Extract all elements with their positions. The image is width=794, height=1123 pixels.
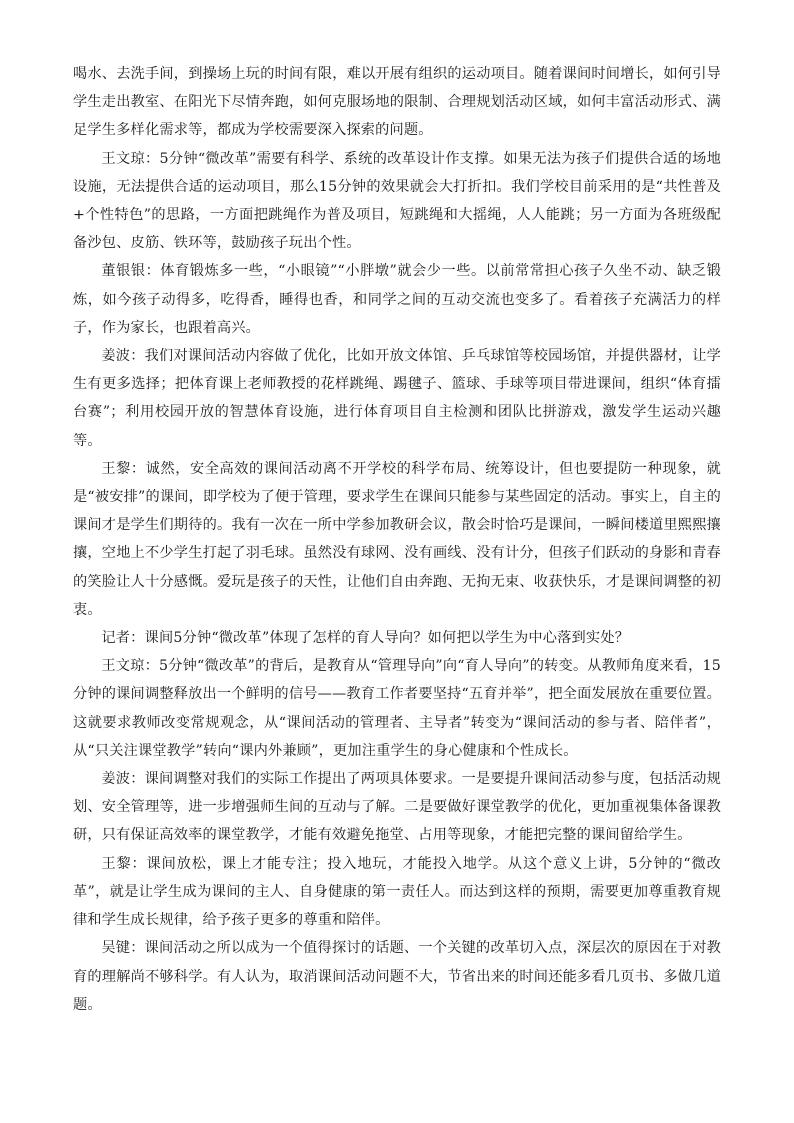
article-body — [73, 60, 721, 1019]
paragraph-dong-yinyin: 董银银：体育锻炼多一些，“小眼镜”“小胖墩”就会少一些。以前常常担心孩子久坐不动、缺乏锻炼，如今孩子动得多，吃得香，睡得也香，和同学之间的互动交流也变多了。看着孩子充满活力的样子，作为家长，也跟着高兴。 — [73, 263, 721, 336]
paragraph-wang-wenqiong-1: 王文琼：5分钟“微改革”需要有科学、系统的改革设计作支撑。如果无法为孩子们提供合适的场地设施，无法提供合适的运动项目，那么15分钟的效果就会大打折扣。我们学校目前采用的是“共性普及+个性特色”的思路，一方面把跳绳作为普及项目，短跳绳和大摇绳，人人能跳；另一方面为各班级配备沙包、皮筋、铁环等，鼓励孩子玩出个性。 — [73, 150, 721, 252]
paragraph-jiang-bo-1: 姜波：我们对课间活动内容做了优化，比如开放文体馆、乒乓球馆等校园场馆，并提供器材，让学生有更多选择；把体育课上老师教授的花样跳绳、踢毽子、篮球、手球等项目带进课间，组织“体育擂台赛”；利用校园开放的智慧体育设施，进行体育项目自主检测和团队比拼游戏，激发学生运动兴趣等。 — [73, 348, 721, 449]
paragraph-wu-jian: 吴键：课间活动之所以成为一个值得探讨的话题、一个关键的改革切入点，深层次的原因在于对教育的理解尚不够科学。有人认为，取消课间活动问题不大，节省出来的时间还能多看几页书、多做几道题。 — [73, 940, 721, 1013]
paragraph-wang-li-2: 王黎：课间放松，课上才能专注；投入地玩，才能投入地学。从这个意义上讲，5分钟的“微改革”，就是让学生成为课间的主人、自身健康的第一责任人。而达到这样的预期，需要更加尊重教育规律和学生成长规律，给予孩子更多的尊重和陪伴。 — [73, 855, 721, 929]
paragraph-wang-li-1: 王黎：诚然，安全高效的课间活动离不开学校的科学布局、统筹设计，但也要提防一种现象，就是“被安排”的课间，即学校为了便于管理，要求学生在课间只能参与某些固定的活动。事实上，自主的课间才是学生们期待的。我有一次在一所中学参加教研会议，散会时恰巧是课间，一瞬间楼道里熙熙攘攘，空地上不少学生打起了羽毛球。虽然没有球网、没有画线、没有计分，但孩子们跃动的身影和青春的笑脸让人十分感慨。爱玩是孩子的天性，让他们自由奔跑、无拘无束、收获快乐，才是课间调整的初衷。 — [73, 460, 721, 618]
paragraph-reporter-question: 记者：课间5分钟“微改革”体现了怎样的育人导向？如何把以学生为中心落到实处？ — [101, 630, 630, 647]
paragraph-jiang-bo-2: 姜波：课间调整对我们的实际工作提出了两项具体要求。一是要提升课间活动参与度，包括活动规划、安全管理等，进一步增强师生间的互动与了解。二是要做好课堂教学的优化，更加重视集体备课教研，只有保证高效率的课堂教学，才能有效避免拖堂、占用等现象，才能把完整的课间留给学生。 — [73, 771, 721, 844]
paragraph-continuation: 喝水、去洗手间，到操场上玩的时间有限，难以开展有组织的运动项目。随着课间时间增长，如何引导学生走出教室、在阳光下尽情奔跑，如何克服场地的限制、合理规划活动区域，如何丰富活动形式、满足学生多样化需求等，都成为学校需要深入探索的问题。 — [73, 66, 721, 139]
paragraph-wang-wenqiong-2: 王文琼：5分钟“微改革”的背后，是教育从“管理导向”向“育人导向”的转变。从教师角度来看，15分钟的课间调整释放出一个鲜明的信号——教育工作者要坚持“五育并举”，把全面发展放在重要位置。这就要求教师改变常规观念，从“课间活动的管理者、主导者”转变为“课间活动的参与者、陪伴者”，从“只关注课堂教学”转向“课内外兼顾”，更加注重学生的身心健康和个性成长。 — [73, 658, 721, 759]
